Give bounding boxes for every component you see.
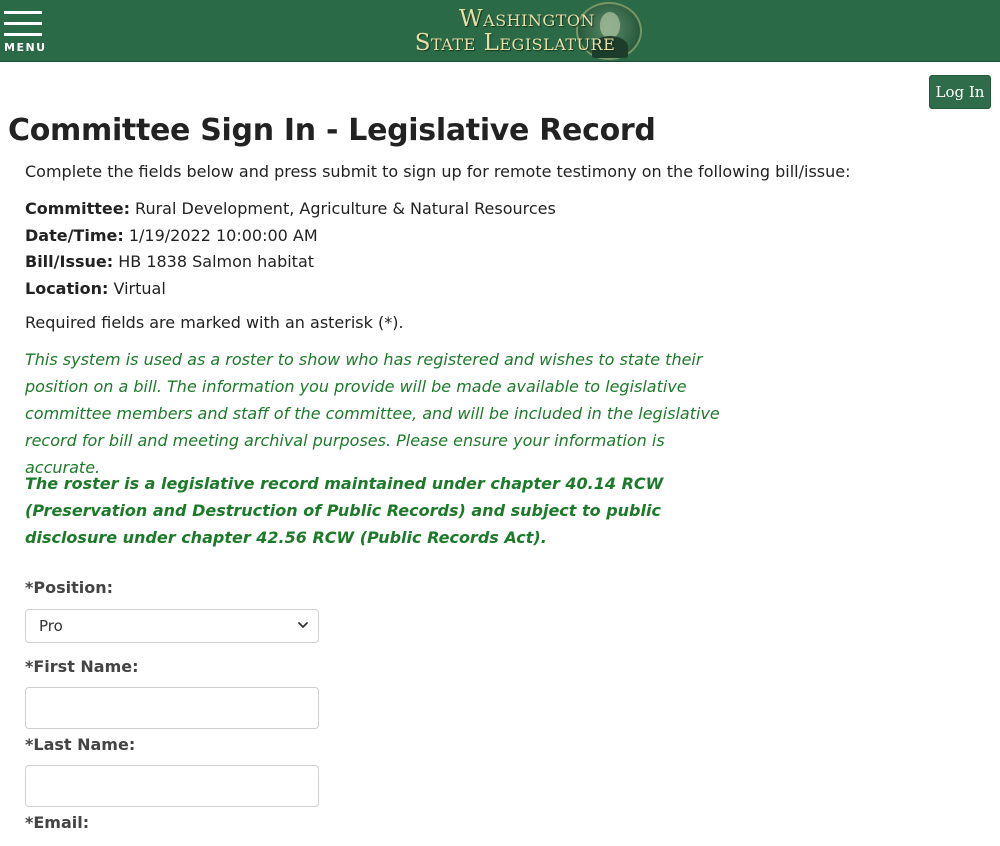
meeting-details: [25, 196, 556, 302]
first-name-label: *First Name:: [25, 657, 139, 676]
site-header: [0, 0, 1000, 62]
last-name-label: *Last Name:: [25, 735, 136, 754]
page-title: Committee Sign In - Legislative Record: [8, 113, 656, 148]
committee-row: [25, 196, 556, 223]
bill-row: [25, 249, 556, 276]
logo-text: [400, 6, 630, 56]
bill-value: HB 1838 Salmon habitat: [113, 252, 315, 271]
datetime-row: [25, 223, 556, 250]
committee-value: Rural Development, Agriculture & Natural Resources: [129, 199, 556, 218]
logo-line-1: Washington: [459, 6, 595, 32]
location-value: Virtual: [108, 278, 166, 298]
first-name-input[interactable]: [25, 687, 319, 729]
intro-text: Complete the fields below and press submit to sign up for remote testimony on the following bill/issue:: [25, 162, 851, 181]
chevron-down-icon: [296, 618, 310, 632]
hamburger-icon-bar: [4, 33, 42, 36]
login-button[interactable]: Log In: [929, 75, 991, 109]
site-logo[interactable]: [400, 2, 660, 60]
menu-button[interactable]: [2, 8, 46, 58]
menu-label: MENU: [4, 41, 47, 54]
committee-label: Committee:: [25, 199, 130, 218]
logo-line-2: State Legislature: [414, 30, 616, 56]
location-row: [25, 276, 556, 303]
hamburger-icon-bar: [4, 22, 42, 25]
public-records-notice: The roster is a legislative record maintained under chapter 40.14 RCW (Preservation and Destruction of Public Records) and subject to public disclosure under chapter 42.56 RCW (Public Records Act).: [25, 474, 664, 547]
position-selected-value: Pro: [39, 617, 63, 635]
intro-section: [25, 160, 851, 184]
location-label: Location:: [25, 278, 109, 298]
datetime-label: Date/Time:: [25, 225, 124, 245]
last-name-input[interactable]: [25, 765, 319, 807]
position-label: *Position:: [25, 578, 114, 597]
datetime-value: 1/19/2022 10:00:00 AM: [123, 225, 318, 245]
hamburger-icon: [4, 11, 42, 14]
roster-notice: This system is used as a roster to show who has registered and wishes to state their position on a bill. The information you provide will be made available to legislative committee members and staff of the committee, and will be included in the legislative record for bill and meeting archival purposes. Please ensure your information is accurate.: [25, 350, 720, 477]
position-select[interactable]: [25, 609, 319, 643]
bill-label: Bill/Issue:: [25, 252, 114, 271]
email-label: *Email:: [25, 813, 90, 832]
required-fields-note: Required fields are marked with an asterisk (*).: [25, 313, 404, 332]
